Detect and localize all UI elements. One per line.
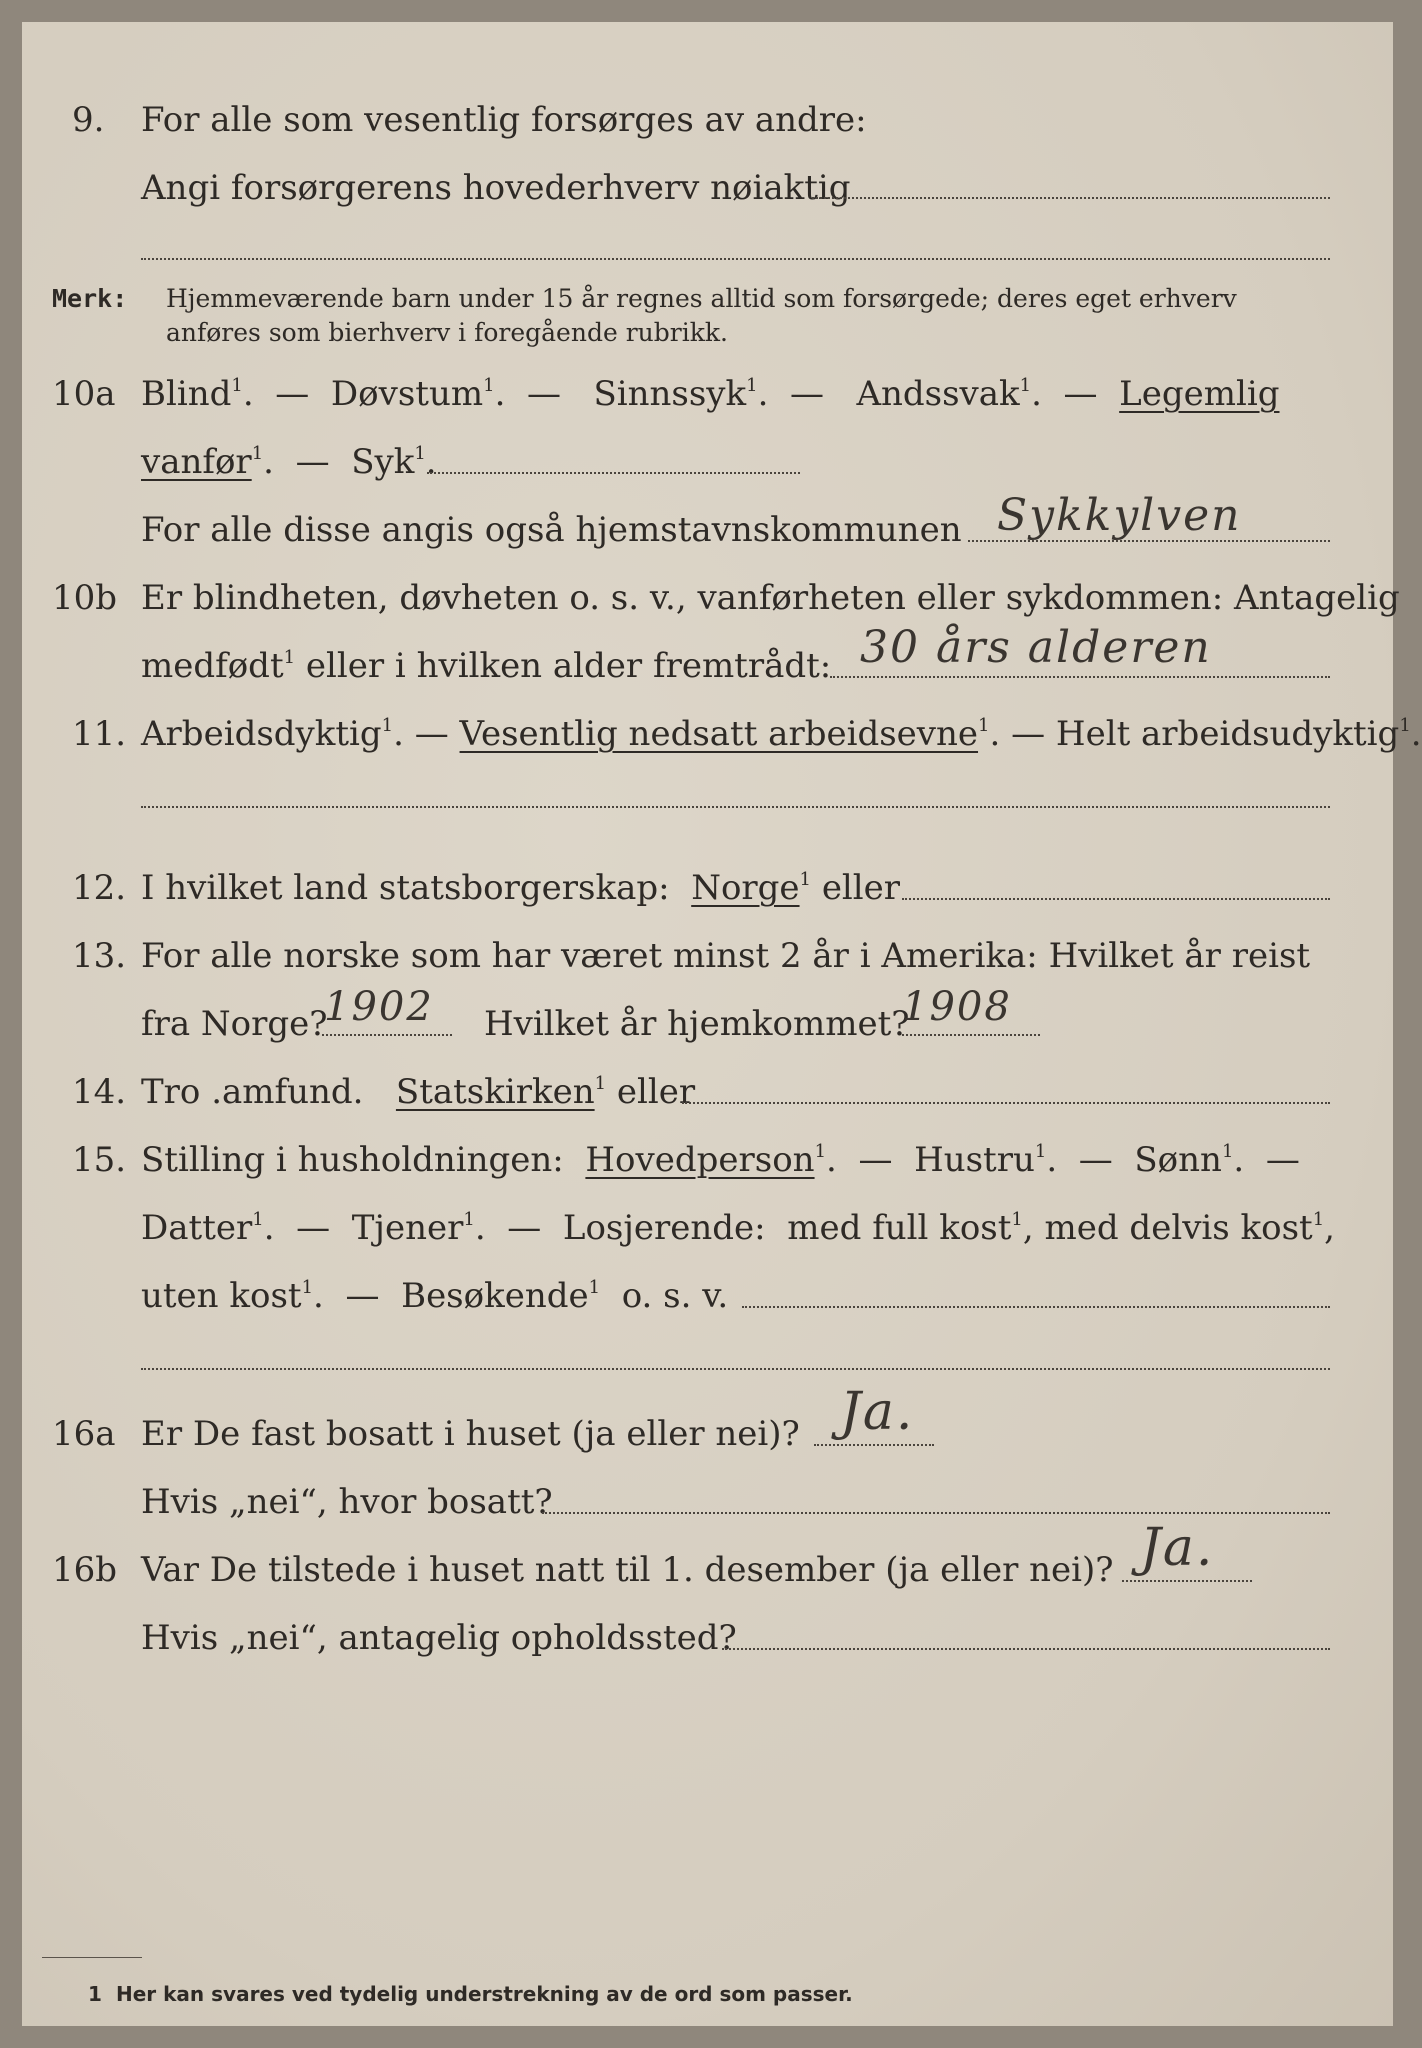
q13-handwritten-year-hjem: 1908 [902,984,1012,1030]
q15-line2: Datter$^1$. — Tjener$^1$. — Losjerende: med full kost$^1$, med delvis kost$^1$, [141,1208,1335,1248]
q16a-answer-line[interactable] [814,1444,934,1446]
q10a-line1: Blind$^1$. — Døvstum$^1$. — Sinnssyk$^1$. — Andssvak$^1$. — Legemlig [141,374,1280,414]
q9-answer-line-2[interactable] [141,258,1330,260]
q10a-syk-line[interactable] [427,472,800,474]
q14-eller: eller [616,1072,696,1112]
q13-answer1-line[interactable] [322,1034,452,1036]
dash: — [1063,374,1098,414]
q15-line3: uten kost$^1$. — Besøkende$^1$ o. s. v. [141,1276,729,1316]
sup-mark: 1 [1011,1209,1023,1230]
opt-legemlig[interactable]: Legemlig [1119,374,1280,414]
q9-line1: For alle som vesentlig forsørges av andre: [141,100,867,140]
opt-uten-kost[interactable]: uten kost [141,1276,302,1316]
q12-number: 12. [72,868,127,908]
q13-answer2-line[interactable] [902,1034,1040,1036]
q16b-number: 16b [52,1550,118,1590]
sup-mark: 1 [1221,1141,1234,1162]
q13-handwritten-year-reist: 1902 [324,984,434,1030]
dash: — [527,374,561,414]
sup-mark: 1 [463,1209,475,1230]
q15-line1: Stilling i husholdningen: Hovedperson$^1$. — Hustru$^1$. — Sønn$^1$. — [141,1140,1300,1180]
sup-mark: 1 [814,1141,827,1162]
census-form-page [22,22,1422,2026]
sup-mark: 1 [1399,715,1411,736]
q9-line2: Angi forsørgerens hovederhverv nøiaktig [141,168,851,208]
opt-vesentlig-nedsatt[interactable]: Vesentlig nedsatt arbeidsevne [459,714,979,754]
q12-answer-line[interactable] [902,898,1330,900]
sup-mark: 1 [251,443,264,464]
opt-delvis-kost[interactable]: med delvis kost [1044,1208,1313,1248]
q15-answer-line-2[interactable] [141,1368,1330,1370]
merk-line2: anføres som bierhverv i foregående rubrikk. [166,318,728,347]
q14-line [141,1072,695,1112]
q10b-line2-rest: eller i hvilken alder fremtrådt: [305,646,832,686]
sup-mark: 1 [381,715,394,736]
merk-line1: Hjemmeværende barn under 15 år regnes alltid som forsørgede; deres eget erhverv [166,284,1237,313]
q10a-line3: For alle disse angis også hjemstavnskommunen [141,510,962,550]
opt-besokende[interactable]: Besøkende [401,1276,589,1316]
q10b-line1: Er blindheten, døvheten o. s. v., vanførheten eller sykdommen: Antagelig [141,578,1400,618]
sup-mark: 1 [283,647,296,668]
q11-line: Arbeidsdyktig$^1$. — Vesentlig nedsatt arbeidsevne$^1$. — Helt arbeidsudyktig$^1$. [141,714,1422,754]
footnote-text: Her kan svares ved tydelig understrekning av de ord som passer. [116,1982,853,2006]
q10b-line2 [141,646,831,686]
sup-mark: 1 [301,1277,314,1298]
q16b-answer-line[interactable] [1122,1580,1252,1582]
opt-statskirken[interactable]: Statskirken [395,1072,595,1112]
sup-mark: 1 [483,375,495,396]
opt-tjener[interactable]: Tjener [351,1208,464,1248]
q15-losjerende: Losjerende: [562,1208,766,1248]
q9-number: 9. [72,100,105,140]
q15-number: 15. [72,1140,127,1180]
sup-mark: 1 [799,869,811,890]
opt-full-kost[interactable]: med full kost [787,1208,1012,1248]
q15-answer-line-1[interactable] [742,1306,1330,1308]
q10a-number: 10a [52,374,116,414]
q10a-handwritten-answer: Sykkylven [997,490,1242,541]
q16b-line2: Hvis „nei“, antagelig opholdssted? [141,1618,737,1658]
opt-arbeidsdyktig[interactable]: Arbeidsdyktig [141,714,382,754]
sup-mark: 1 [746,375,758,396]
q12-text: I hvilket land statsborgerskap: [141,868,670,908]
q9-answer-line-1[interactable] [812,197,1330,199]
q16a-bosatt-line[interactable] [542,1512,1330,1514]
footnote-mark: 1 [88,1982,102,2006]
dash: — [275,374,310,414]
sup-mark: 1 [978,715,990,736]
q10a-line2: vanfør$^1$. — Syk$^1$. [141,442,437,482]
opt-datter[interactable]: Datter [141,1208,253,1248]
q13-fra: fra Norge? [141,1004,328,1044]
q10b-handwritten-answer: 30 års alderen [860,622,1212,673]
opt-sinnssyk[interactable]: Sinnssyk [593,374,747,414]
opt-syk[interactable]: Syk [351,442,415,482]
q16a-number: 16a [52,1414,116,1454]
opt-norge[interactable]: Norge [691,868,800,908]
opt-blind[interactable]: Blind [141,374,232,414]
q14-answer-line[interactable] [682,1102,1330,1104]
q15-osv: o. s. v. [621,1276,729,1316]
sup-mark: 1 [1312,1209,1325,1230]
sup-mark: 1 [1034,1141,1047,1162]
q16b-handwritten-answer: Ja. [1140,1518,1215,1578]
sup-mark: 1 [414,443,426,464]
footnote-rule [42,1957,142,1958]
opt-hustru[interactable]: Hustru [914,1140,1035,1180]
q10b-medfodt[interactable]: medfødt [141,646,284,686]
sup-mark: 1 [594,1073,607,1094]
q16b-opholdssted-line[interactable] [722,1648,1330,1650]
sup-mark: 1 [231,375,243,396]
q10b-answer-line[interactable] [830,676,1330,678]
opt-vanfor[interactable]: vanfør [141,442,252,482]
sup-mark: 1 [252,1209,264,1230]
q11-answer-line[interactable] [141,806,1330,808]
merk-label: Merk: [52,284,128,313]
q10b-number: 10b [52,578,118,618]
q16b-line1: Var De tilstede i huset natt til 1. desember (ja eller nei)? [141,1550,1114,1590]
q12-line [141,868,900,908]
q13-number: 13. [72,936,127,976]
q16a-line1: Er De fast bosatt i huset (ja eller nei)? [141,1414,800,1454]
opt-andssvak[interactable]: Andssvak [856,374,1020,414]
q13-line1: For alle norske som har været minst 2 år i Amerika: Hvilket år reist [141,936,1311,976]
q11-number: 11. [72,714,127,754]
opt-helt-udyktig[interactable]: Helt arbeidsudyktig [1055,714,1400,754]
q15-text: Stilling i husholdningen: [141,1140,564,1180]
q16a-handwritten-answer: Ja. [840,1382,915,1442]
q13-hjem: Hvilket år hjemkommet? [484,1004,910,1044]
opt-dovstum[interactable]: Døvstum [330,374,484,414]
q14-text: Tro .amfund. [141,1072,364,1112]
q14-number: 14. [72,1072,127,1112]
sup-mark: 1 [1019,375,1032,396]
opt-hovedperson[interactable]: Hovedperson [585,1140,815,1180]
dash: — [790,374,824,414]
q16a-line2: Hvis „nei“, hvor bosatt? [141,1482,553,1522]
dash: — [295,442,330,482]
q12-eller: eller [821,868,901,908]
opt-sonn[interactable]: Sønn [1134,1140,1222,1180]
sup-mark: 1 [588,1277,601,1298]
